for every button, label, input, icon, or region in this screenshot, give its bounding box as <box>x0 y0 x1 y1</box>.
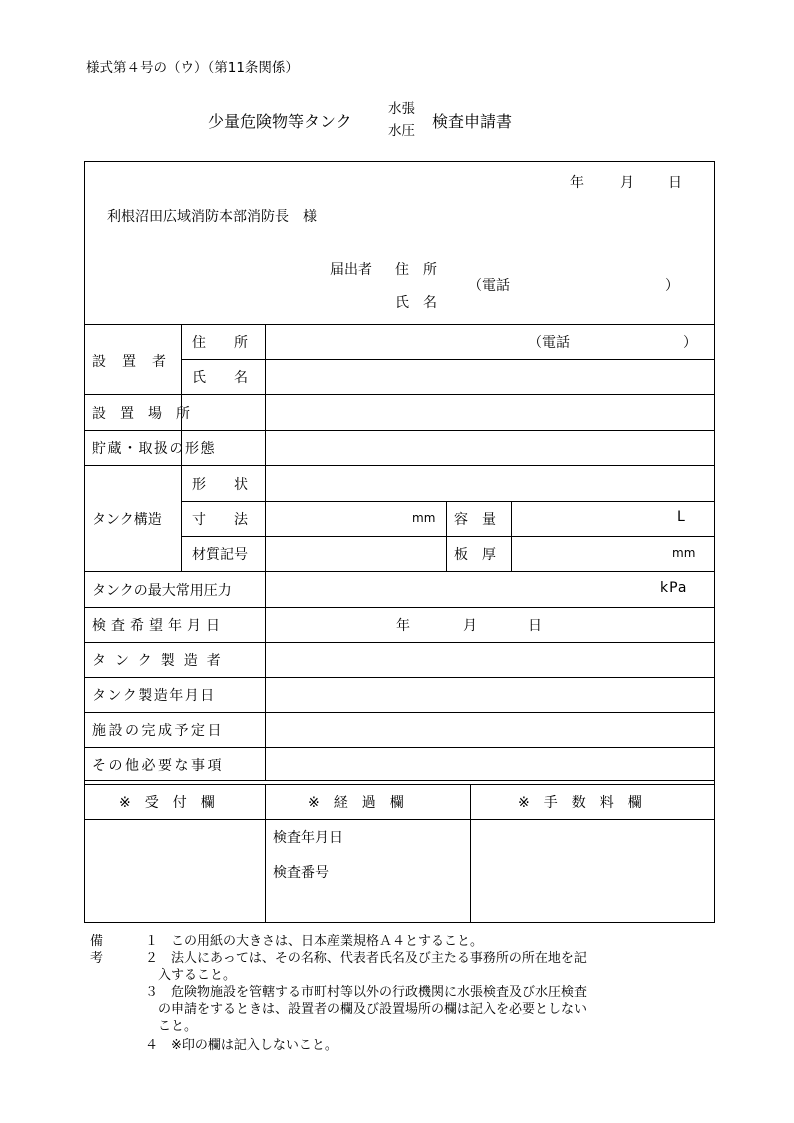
date-day-label: 日 <box>668 175 682 191</box>
storage-label: 貯蔵・取扱の形態 <box>92 441 216 457</box>
rule-shape-end <box>181 501 714 502</box>
reception-column-header: ※ 受 付 欄 <box>119 795 215 811</box>
tank-structure-label: タンク構造 <box>92 512 162 528</box>
rule-installer-mid <box>181 359 714 360</box>
remark-line: こと。 <box>145 1019 198 1034</box>
thickness-unit: mm <box>672 546 696 560</box>
applicant-address-label: 住 所 <box>395 262 437 278</box>
thickness-label: 板 厚 <box>454 547 496 563</box>
date-year-label: 年 <box>570 175 584 191</box>
rule-pressure-end <box>85 607 714 608</box>
location-label: 設 置 場 所 <box>92 406 190 422</box>
remarks-label: 備考 <box>90 934 104 966</box>
remark-line: の申請をするときは、設置者の欄及び設置場所の欄は記入を必要としない <box>145 1002 588 1017</box>
rule-capacity-col-left <box>446 501 447 571</box>
remark-line: 入すること。 <box>145 968 237 983</box>
installer-address-label: 住 所 <box>192 335 248 351</box>
rule-capacity-col-right <box>511 501 512 571</box>
applicant-name-label: 氏 名 <box>395 295 437 311</box>
completion-date-label: 施設の完成予定日 <box>92 723 224 739</box>
applicant-phone-label: （電話 <box>468 278 510 294</box>
fee-column-header: ※ 手 数 料 欄 <box>518 795 642 811</box>
rule-dimension-end <box>181 536 714 537</box>
rule-manufacturer-end <box>85 677 714 678</box>
title-main: 少量危険物等タンク <box>208 112 352 131</box>
other-items-label: その他必要な事項 <box>92 758 224 774</box>
manufacture-date-label: タンク製造年月日 <box>92 688 216 704</box>
rule-desired-end <box>85 642 714 643</box>
remark-line: ２ 法人にあっては、その名称、代表者氏名及び主たる事務所の所在地を記 <box>145 951 587 966</box>
notifier-label: 届出者 <box>330 262 372 278</box>
max-pressure-unit: kPa <box>660 580 688 596</box>
desired-day-label: 日 <box>528 618 542 634</box>
title-options <box>388 98 415 142</box>
rule-top-table <box>85 324 714 325</box>
addressee: 利根沼田広域消防本部消防長 様 <box>107 209 317 225</box>
applicant-phone-close: ） <box>665 278 679 294</box>
dimension-label: 寸 法 <box>192 512 248 528</box>
rule-value-col-left <box>265 324 266 780</box>
progress-column-header: ※ 経 過 欄 <box>308 795 404 811</box>
installer-phone-close: ） <box>683 335 697 351</box>
rule-office-col-2 <box>470 784 471 922</box>
desired-year-label: 年 <box>396 618 410 634</box>
rule-manufacture-date-end <box>85 712 714 713</box>
max-pressure-label: タンクの最大常用圧力 <box>92 583 232 599</box>
dimension-unit: mm <box>412 511 436 525</box>
material-label: 材質記号 <box>192 547 248 563</box>
capacity-label: 容 量 <box>454 512 496 528</box>
title-tail: 検査申請書 <box>432 112 513 131</box>
installer-phone-label: （電話 <box>528 335 570 351</box>
inspection-date-label: 検査年月日 <box>273 830 343 846</box>
desired-month-label: 月 <box>463 618 477 634</box>
rule-storage-end <box>85 465 714 466</box>
manufacturer-label: タンク製造者 <box>92 653 230 669</box>
installer-label: 設 置 者 <box>92 354 167 370</box>
title-option-water-pressure: 水圧 <box>388 123 415 139</box>
installer-name-label: 氏 名 <box>192 370 248 386</box>
rule-completion-end <box>85 747 714 748</box>
rule-tank-end <box>85 571 714 572</box>
title-option-water-fill: 水張 <box>388 101 415 117</box>
shape-label: 形 状 <box>192 477 248 493</box>
rule-installer-end <box>85 394 714 395</box>
rule-double-b <box>85 784 714 785</box>
form-id: 様式第４号の（ウ）（第11条関係） <box>86 60 299 76</box>
date-month-label: 月 <box>620 175 634 191</box>
rule-office-header-end <box>85 819 714 820</box>
desired-date-label: 検査希望年月日 <box>92 618 225 634</box>
capacity-unit: L <box>677 509 685 525</box>
inspection-number-label: 検査番号 <box>273 865 329 881</box>
remark-line: ３ 危険物施設を管轄する市町村等以外の行政機関に水張検査及び水圧検査 <box>145 985 588 1000</box>
remark-line: ４ ※印の欄は記入しないこと。 <box>145 1038 338 1053</box>
rule-location-end <box>85 430 714 431</box>
rule-office-col-1 <box>265 784 266 922</box>
remark-line: １ この用紙の大きさは、日本産業規格Ａ４とすること。 <box>145 934 484 949</box>
rule-double-a <box>85 780 714 781</box>
application-form-table <box>84 161 715 923</box>
